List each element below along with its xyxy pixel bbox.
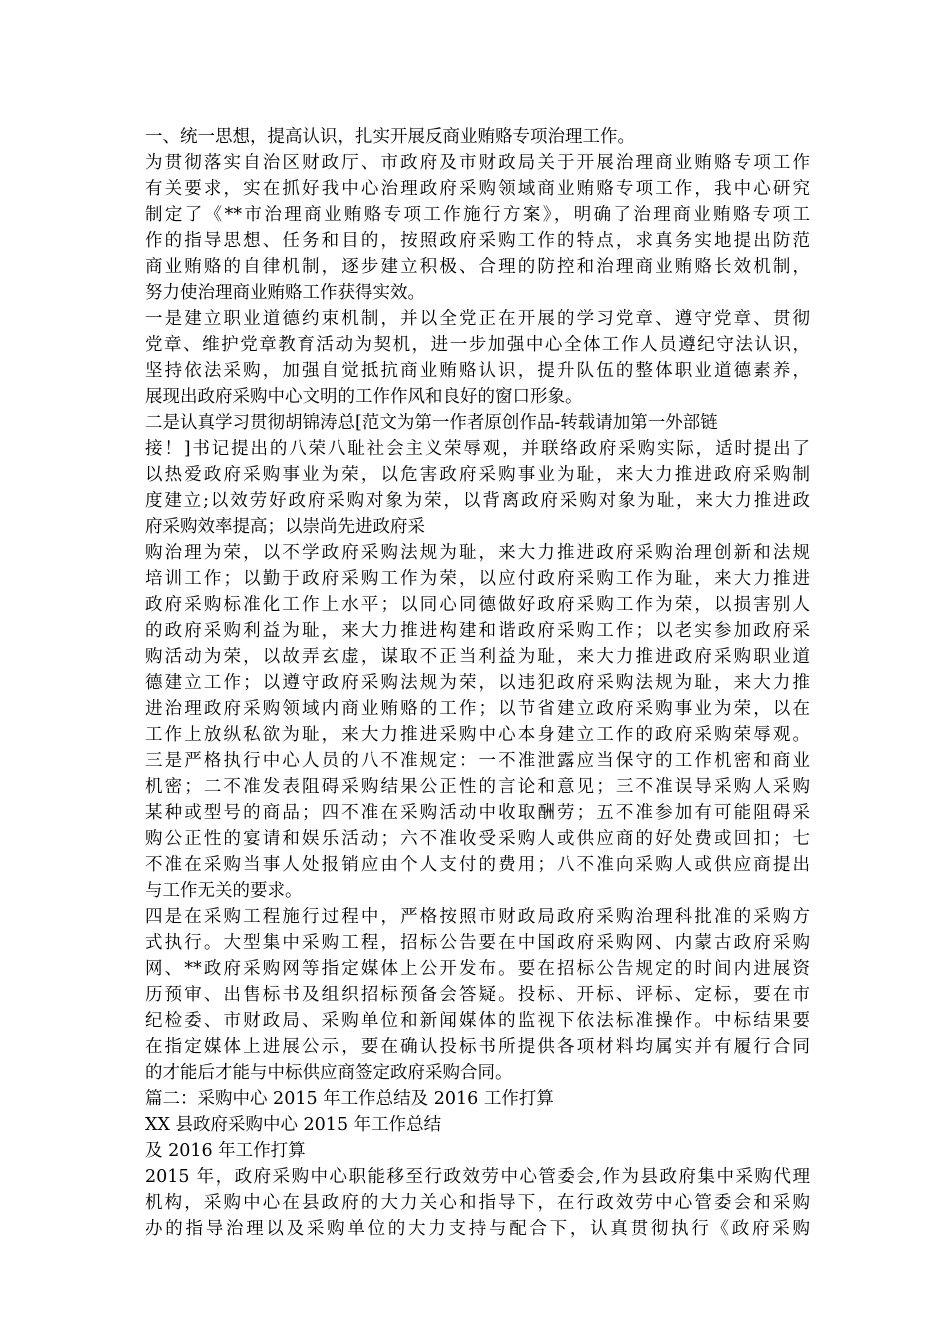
text-line: 二是认真学习贯彻胡锦涛总[范文为第一作者原创作品-转载请加第一外部链 (145, 413, 718, 433)
text-line: 办的指导治理以及采购单位的大力支持与配合下，认真贯彻执行《政府采购 (145, 1219, 810, 1239)
text-line: 机构，采购中心在县政府的大力关心和指导下，在行政效劳中心管委会和采购 (145, 1193, 810, 1213)
text-line: 工作上放纵私欲为耻，来大力推进采购中心本身建立工作的政府采购荣辱观。 (145, 725, 810, 745)
text-line: 纪检委、市财政局、采购单位和新闻媒体的监视下依法标准操作。中标结果要 (145, 1011, 810, 1031)
text-line: 有关要求，实在抓好我中心治理政府采购领域商业贿赂专项工作，我中心研究 (145, 179, 810, 199)
text-line: 与工作无关的要求。 (145, 881, 303, 901)
text-line: 机密；二不准发表阻碍采购结果公正性的言论和意见；三不准误导采购人采购 (145, 777, 810, 797)
text-line: 商业贿赂的自律机制，逐步建立积极、合理的防控和治理商业贿赂长效机制， (145, 257, 810, 277)
text-line: 以热爱政府采购事业为荣，以危害政府采购事业为耻，来大力推进政府采购制 (145, 465, 810, 485)
text-line: 某种或型号的商品；四不准在采购活动中收取酬劳；五不准参加有可能阻碍采 (145, 803, 810, 823)
text-line: 作的指导思想、任务和目的，按照政府采购工作的特点，求真务实地提出防范 (145, 231, 810, 251)
text-line: 购公正性的宴请和娱乐活动；六不准收受采购人或供应商的好处费或回扣；七 (145, 829, 810, 849)
text-line: 德建立工作；以遵守政府采购法规为荣，以违犯政府采购法规为耻，来大力推 (145, 673, 810, 693)
text-line: 四是在采购工程施行过程中，严格按照市财政局政府采购治理科批准的采购方 (145, 907, 810, 927)
text-line: 历预审、出售标书及组织招标预备会答疑。投标、开标、评标、定标，要在市 (145, 985, 810, 1005)
text-line: 进治理政府采购领域内商业贿赂的工作；以节省建立政府采购事业为荣，以在 (145, 699, 810, 719)
text-line: 为贯彻落实自治区财政厅、市政府及市财政局关于开展治理商业贿赂专项工作 (145, 153, 810, 173)
text-line: 培训工作；以勤于政府采购工作为荣，以应付政府采购工作为耻，来大力推进 (145, 569, 810, 589)
text-line: 府采购效率提高；以崇尚先进政府采 (145, 517, 425, 537)
text-line: 网、**政府采购网等指定媒体上公开发布。要在招标公告规定的时间内进展资 (145, 959, 810, 979)
text-line: 努力使治理商业贿赂工作获得实效。 (145, 283, 425, 303)
text-line: 三是严格执行中心人员的八不准规定：一不准泄露应当保守的工作机密和商业 (145, 751, 810, 771)
text-line: 式执行。大型集中采购工程，招标公告要在中国政府采购网、内蒙古政府采购 (145, 933, 810, 953)
text-line: 购活动为荣，以故弄玄虚，谋取不正当利益为耻，来大力推进政府采购职业道 (145, 647, 810, 667)
text-line: 党章、维护党章教育活动为契机，进一步加强中心全体工作人员遵纪守法认识， (145, 335, 810, 355)
text-line: 制定了《**市治理商业贿赂专项工作施行方案》，明确了治理商业贿赂专项工 (145, 205, 810, 225)
text-line: XX 县政府采购中心 2015 年工作总结 (145, 1115, 442, 1135)
text-line: 购治理为荣，以不学政府采购法规为耻，来大力推进政府采购治理创新和法规 (145, 543, 810, 563)
text-line: 2015 年，政府采购中心职能移至行政效劳中心管委会,作为县政府集中采购代理 (145, 1167, 810, 1187)
text-line: 及 2016 年工作打算 (145, 1141, 306, 1161)
text-line: 的政府采购利益为耻，来大力推进构建和谐政府采购工作；以老实参加政府采 (145, 621, 810, 641)
text-line: 度建立;以效劳好政府采购对象为荣，以背离政府采购对象为耻，来大力推进政 (145, 491, 810, 511)
text-line: 一、统一思想，提高认识，扎实开展反商业贿赂专项治理工作。 (145, 127, 635, 147)
text-line: 的才能后才能与中标供应商签定政府采购合同。 (145, 1063, 513, 1083)
text-line: 篇二：采购中心 2015 年工作总结及 2016 工作打算 (145, 1089, 554, 1109)
text-line: 不准在采购当事人处报销应由个人支付的费用；八不准向采购人或供应商提出 (145, 855, 810, 875)
text-line: 展现出政府采购中心文明的工作作风和良好的窗口形象。 (145, 387, 583, 407)
text-line: 接！]书记提出的八荣八耻社会主义荣辱观，并联络政府采购实际，适时提出了 (145, 439, 810, 459)
text-line: 在指定媒体上进展公示，要在确认投标书所提供各项材料均属实并有履行合同 (145, 1037, 810, 1057)
document-body (145, 124, 810, 1242)
text-line: 政府采购标准化工作上水平；以同心同德做好政府采购工作为荣，以损害别人 (145, 595, 810, 615)
text-line: 坚持依法采购，加强自觉抵抗商业贿赂认识，提升队伍的整体职业道德素养， (145, 361, 810, 381)
text-line: 一是建立职业道德约束机制，并以全党正在开展的学习党章、遵守党章、贯彻 (145, 309, 810, 329)
